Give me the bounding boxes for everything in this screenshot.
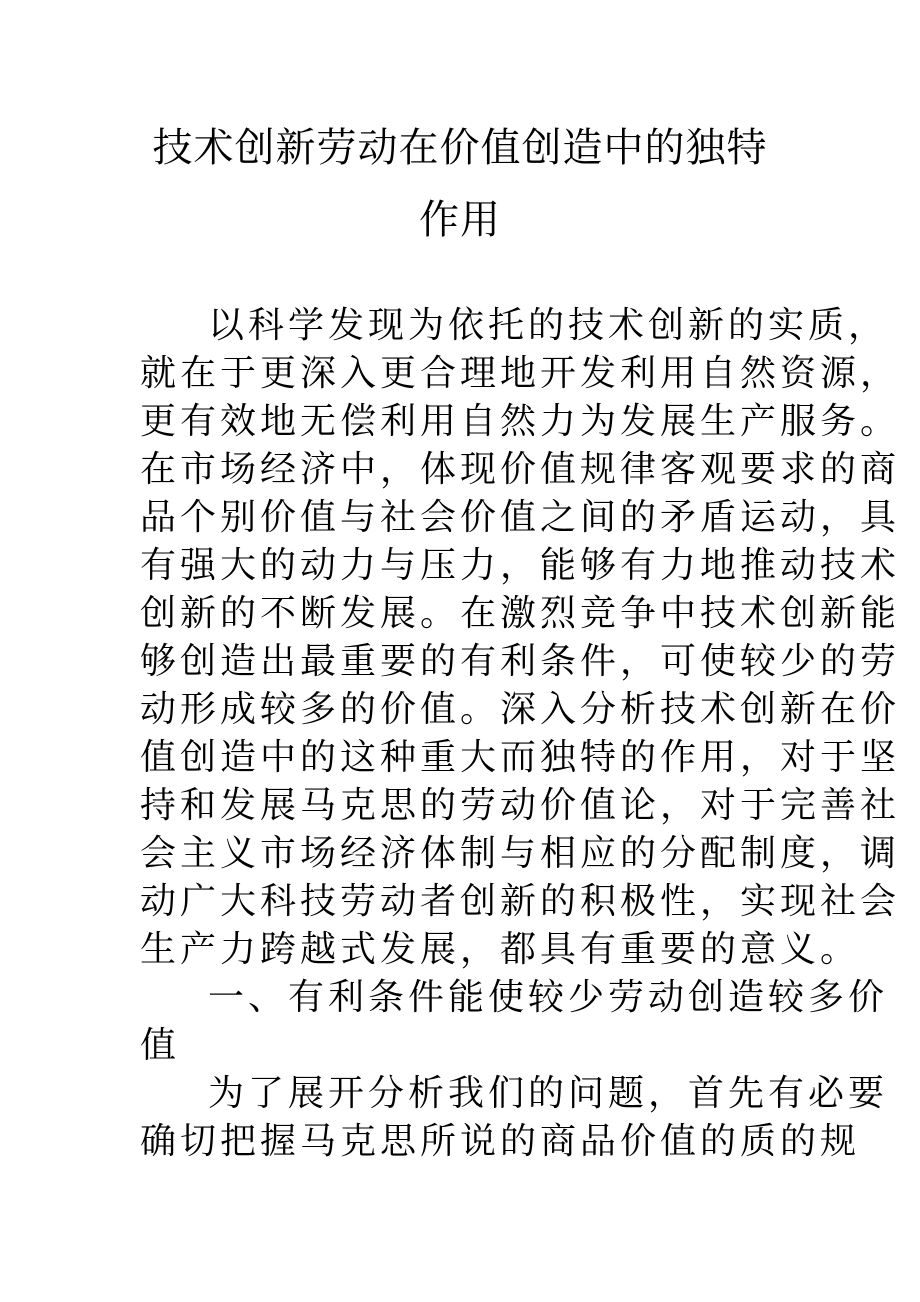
paragraph-1-line: 在市场经济中，体现价值规律客观要求的商 bbox=[140, 449, 901, 490]
paragraph-1-line: 就在于更深入更合理地开发利用自然资源， bbox=[140, 353, 901, 394]
paragraph-1-line: 创新的不断发展。在激烈竞争中技术创新能 bbox=[140, 593, 901, 634]
paragraph-1-line: 更有效地无偿利用自然力为发展生产服务。 bbox=[140, 401, 901, 442]
paragraph-1-line: 值创造中的这种重大而独特的作用，对于坚 bbox=[140, 737, 901, 778]
document-title-line-1: 技术创新劳动在价值创造中的独特 bbox=[152, 125, 768, 171]
paragraph-1-line: 会主义市场经济体制与相应的分配制度，调 bbox=[140, 833, 901, 874]
paragraph-1-line: 以科学发现为依托的技术创新的实质， bbox=[208, 305, 889, 346]
paragraph-1-line: 品个别价值与社会价值之间的矛盾运动，具 bbox=[140, 497, 901, 538]
paragraph-1-line: 动形成较多的价值。深入分析技术创新在价 bbox=[140, 689, 901, 730]
paragraph-2-line: 确切把握马克思所说的商品价值的质的规 bbox=[140, 1121, 861, 1162]
paragraph-1-line: 动广大科技劳动者创新的积极性，实现社会 bbox=[140, 881, 901, 922]
document-title-line-2: 作用 bbox=[419, 197, 501, 243]
paragraph-1-line: 够创造出最重要的有利条件，可使较少的劳 bbox=[140, 641, 901, 682]
paragraph-1-line: 持和发展马克思的劳动价值论，对于完善社 bbox=[140, 785, 901, 826]
section-heading-line: 值 bbox=[140, 1025, 181, 1066]
paragraph-1-line: 生产力跨越式发展，都具有重要的意义。 bbox=[140, 929, 861, 970]
paragraph-2-line: 为了展开分析我们的问题，首先有必要 bbox=[208, 1073, 889, 1114]
section-heading-line: 一、有利条件能使较少劳动创造较多价 bbox=[208, 977, 889, 1018]
paragraph-1-line: 有强大的动力与压力，能够有力地推动技术 bbox=[140, 545, 901, 586]
